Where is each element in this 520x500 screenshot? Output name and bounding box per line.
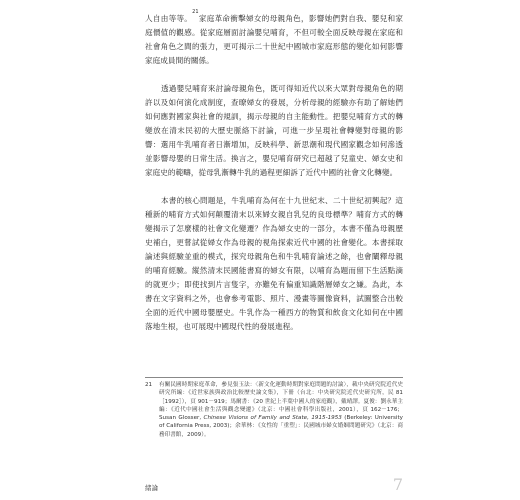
footnote-divider bbox=[145, 377, 403, 378]
paragraph-1-start: 人自由等等。 bbox=[145, 14, 193, 23]
footnote-marker[interactable]: 21 bbox=[192, 9, 199, 15]
paragraph-3: 本書的核心問題是，牛乳哺育為何在十九世紀末、二十世紀初興起？這種新的哺育方式如何顛覆清末以來婦女親自乳兒的良母標準？哺育方式的轉變揭示了怎麼樣的社會文化變遷？作為婦女史的一部分，本書不僅為母親歷史補白，更嘗試從婦女作為母親的視角探索近代中國的社會變化。本書採取論述與經驗並重的模式，探究母親角色和牛乳哺育論述之餘，也會闡釋母親的哺育經驗。縱然清末民國能書寫的婦女有限，以哺育為題而留下生活點滴的就更少；即使找到片言隻字，亦難免有偏重知識階層婦女之嫌。為此，本書在文字資料之外，也會參考電影、照片、漫畫等圖像資料，試圖整合出較全面的近代中國母嬰歷史。牛乳作為一種西方的物質和飲食文化如何在中國落地生根，也可展現中國現代性的發展進程。 bbox=[145, 196, 403, 331]
paragraph-2: 透過嬰兒哺育來討論母親角色，既可得知近代以來大眾對母親角色的期許以及如何演化成制度，查暸婦女的發展，分析母親的經驗亦有助了解她們如何應對國家與社會的規訓，揭示母親的自主能動性。把嬰兒哺育方式的轉變放在清末民初的大歷史脈絡下討論，可進一步呈現社會轉變對母親的影響：選用牛乳哺育者日漸增加，反映科學、新思潮和現代國家觀念如何滲透並影響母嬰的日常生活。換言之，嬰兒哺育研究已超越了兒童史、婦女史和家庭史的範疇，從母乳漸轉牛乳的過程更細訴了近代中國的社會文化轉變。 bbox=[145, 84, 403, 177]
footnote-text-part-2: (Berkeley: University of California Press, 2003)；余華林：《女性的「重塑」：民國城市婦女婚姻問題研究》（北京：商務印書館，2009）。 bbox=[159, 415, 403, 438]
footnote-text-part-1: 有關民國時期家庭革命，參見張玉法：〈新文化運動時期對家庭問題的討論〉，載中央研究院近代史研究所編：《近世家族與政治比較歷史論文集》，下冊（台北：中央研究院近代史研究所，民 81［1992］），頁 901－919；馬爾書：《20 世紀上半葉中國人的家庭觀》，戴晴譯。夏俊：劉永華主編：《近代中國社會生活與觀念變遷》（北京：中國社會科學出版社，2001），頁 162－176；Susan Glosser, bbox=[159, 382, 403, 422]
paragraph-1 bbox=[145, 9, 403, 68]
running-footer-label: 緒論 bbox=[145, 484, 158, 492]
body-text bbox=[145, 9, 403, 334]
paragraph-1-rest: 家庭革命衝擊婦女的母親角色，影響她們對自我、嬰兒和家庭價值的觀感。從家庭層面討論嬰兒哺育，不但可較全面反映母親在家庭和社會角色之間的張力，更可揭示二十世紀中國城市家庭形態的變化如何影響家庭成員間的關係。 bbox=[145, 14, 403, 65]
footnote-number: 21 bbox=[145, 382, 153, 388]
page-footer bbox=[145, 474, 403, 494]
footnote-book-title: Chinese Visions of Family and State, 1915-1953 bbox=[203, 415, 342, 422]
footnote bbox=[145, 381, 403, 439]
footnote-text bbox=[159, 381, 403, 439]
paragraph-gap bbox=[145, 68, 403, 82]
page-number: 7 bbox=[392, 475, 403, 494]
paragraph-gap bbox=[145, 180, 403, 194]
